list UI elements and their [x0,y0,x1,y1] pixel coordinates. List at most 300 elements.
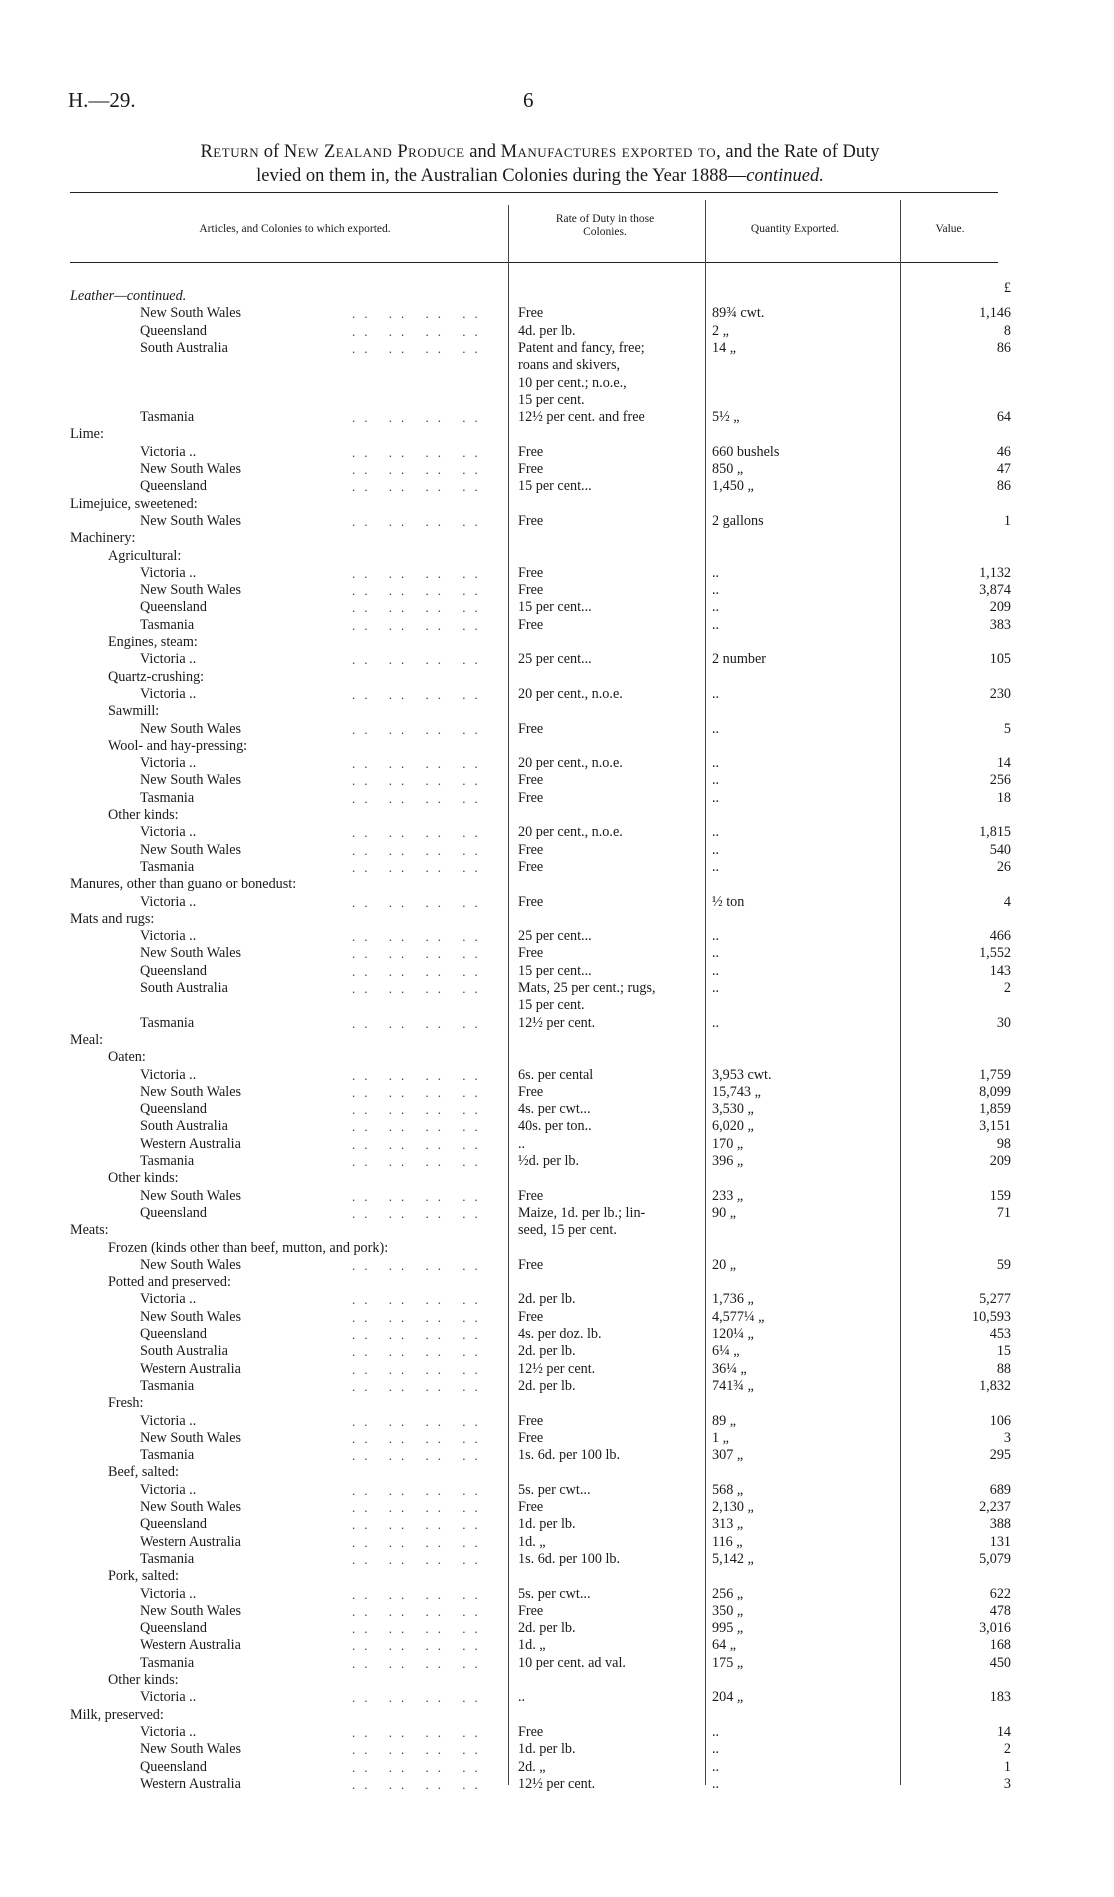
title-line-2 [60,164,1020,188]
value-cell: 3,874 [979,582,1011,599]
table-row [0,305,1114,322]
quantity-cell: 120¼ „ [712,1326,754,1342]
leader-dots: .. .. .. .. [352,306,487,322]
article-cell: New South Wales [140,841,242,858]
leader-dots: .. .. .. .. [352,1655,487,1671]
table-row [0,1240,1114,1257]
table-row [0,669,1114,686]
rate-cell: Free [518,945,544,962]
article-cell: Victoria .. [140,1066,197,1083]
article-cell: South Australia [140,980,228,996]
leader-dots: .. .. .. .. [352,1309,487,1325]
table-row [0,1153,1114,1170]
page-header [68,88,1008,118]
rate-cell: 4s. per cwt... [518,1101,591,1118]
leader-dots: .. .. .. .. [352,756,487,772]
quantity-cell: 204 „ [712,1689,744,1706]
value-cell: 540 [989,841,1011,858]
table-row [0,357,1114,374]
leader-dots: .. .. .. .. [352,1136,487,1152]
table-row [0,1101,1114,1118]
leader-dots: .. .. .. .. [352,1724,487,1740]
rate-cell: 5s. per cwt... [518,1481,591,1498]
value-cell: 4 [1003,893,1011,910]
value-cell: 622 [989,1585,1011,1602]
quantity-cell: 2 number [712,651,766,668]
quantity-cell: 3,530 „ [712,1101,754,1118]
table-row [0,513,1114,530]
quantity-cell: 313 „ [712,1516,744,1533]
leader-dots: .. .. .. .. [352,462,487,477]
value-cell: 3,016 [979,1620,1011,1637]
article-cell: Other kinds: [108,1672,179,1688]
value-cell: 8,099 [979,1083,1011,1100]
header-bottom-rule [70,262,998,263]
value-cell: 1,552 [979,945,1011,962]
rate-cell: 20 per cent., n.o.e. [518,685,623,702]
quantity-cell: .. [712,772,720,789]
rate-cell: 40s. per ton.. [518,1118,592,1135]
article-cell: Mats and rugs: [70,910,155,927]
leader-dots: .. .. .. .. [352,1257,487,1273]
title-part: continued. [746,166,824,186]
article-cell: Victoria .. [140,1723,197,1740]
article-cell: New South Wales [140,1308,242,1325]
quantity-cell: .. [712,1723,720,1740]
rate-cell: 1d. per lb. [518,1516,576,1533]
value-cell: 10,593 [971,1308,1011,1325]
rate-cell: 2d. per lb. [518,1377,576,1394]
table-row [0,686,1114,703]
article-cell: Queensland [140,1101,207,1118]
quantity-cell: 6,020 „ [712,1118,754,1135]
table-row [0,1032,1114,1049]
table-row [0,1084,1114,1101]
quantity-cell: 2,130 „ [712,1499,754,1515]
value-cell: 1,759 [979,1066,1011,1083]
table-row [0,288,1114,305]
leader-dots: .. .. .. .. [352,340,487,356]
quantity-cell: .. [712,582,720,599]
title-part: of [259,142,284,162]
title-part: New Zealand Produce [283,142,465,162]
leader-dots: .. .. .. .. [352,946,487,962]
article-cell: Tasmania [140,409,195,426]
currency-symbol: £ [1003,280,1011,296]
value-cell: 3 [1003,1775,1011,1792]
title-part: Manufactures exported to [500,142,717,162]
article-cell: Other kinds: [108,807,179,823]
table-row [0,1776,1114,1793]
article-cell: Engines, steam: [108,634,198,650]
quantity-cell: 1 „ [712,1429,729,1446]
table-row [0,807,1114,824]
quantity-cell: 850 „ [712,461,744,477]
value-cell: 46 [996,443,1011,460]
value-cell: 18 [996,789,1011,806]
table-row [0,599,1114,616]
quantity-cell: 89 „ [712,1412,737,1429]
rate-cell: 25 per cent... [518,928,592,945]
value-cell: 383 [989,616,1011,633]
table-row [0,824,1114,841]
article-cell: Tasmania [140,1654,195,1671]
quantity-cell: 4,577¼ „ [712,1308,765,1325]
rate-cell: 5s. per cwt... [518,1585,591,1602]
rate-cell: 12½ per cent. [518,1360,596,1377]
column-header-quantity: Quantity Exported. [750,223,840,235]
table-row [0,1188,1114,1205]
article-cell: Queensland [140,478,207,495]
quantity-cell: 64 „ [712,1637,737,1654]
article-cell: Victoria .. [140,928,197,945]
table-row [0,738,1114,755]
leader-dots: .. .. .. .. [352,1015,487,1031]
table-row [0,461,1114,478]
article-cell: Fresh: [108,1395,144,1412]
rate-cell: 2d. „ [518,1758,546,1775]
table-row [0,1534,1114,1551]
table-row [0,634,1114,651]
rate-cell: 10 per cent. ad val. [518,1654,626,1671]
quantity-cell: .. [712,928,720,945]
leader-dots: .. .. .. .. [352,652,487,668]
article-cell: Queensland [140,1326,207,1342]
table-row [0,1759,1114,1776]
article-cell: Oaten: [108,1049,146,1066]
article-cell: Meal: [70,1031,104,1048]
table-row [0,1413,1114,1430]
rate-cell: 6s. per cental [518,1066,594,1083]
value-cell: 2,237 [979,1499,1011,1515]
quantity-cell: .. [712,564,720,581]
article-cell: New South Wales [140,1187,242,1204]
article-cell: Lime: [70,426,104,443]
value-cell: 86 [996,478,1011,495]
table-row [0,426,1114,443]
table-row [0,1724,1114,1741]
article-cell: Beef, salted: [108,1464,179,1481]
quantity-cell: 350 „ [712,1602,744,1619]
quantity-cell: 660 bushels [712,443,780,460]
leader-dots: .. .. .. .. [352,1500,487,1515]
leader-dots: .. .. .. .. [352,1482,487,1498]
table-row [0,876,1114,893]
rate-cell: Free [518,1308,544,1325]
rate-cell: Free [518,720,544,737]
article-cell: Victoria .. [140,564,197,581]
value-cell: 105 [989,651,1011,668]
table-row [0,651,1114,668]
table-row [0,790,1114,807]
article-cell: Milk, preserved: [70,1706,164,1723]
value-cell: 1,815 [979,824,1011,841]
quantity-cell: ½ ton [712,893,745,910]
article-cell: Victoria .. [140,443,197,460]
rate-cell: 12½ per cent. and free [518,409,645,426]
leader-dots: .. .. .. .. [352,1586,487,1602]
table-row [0,1741,1114,1758]
rate-cell: Free [518,1723,544,1740]
value-cell: 2 [1003,980,1011,996]
table-row [0,842,1114,859]
quantity-cell: 256 „ [712,1585,744,1602]
article-cell: Victoria .. [140,1412,197,1429]
rate-cell: .. [518,1689,526,1706]
quantity-cell: 3,953 cwt. [712,1066,772,1083]
value-cell: 30 [996,1014,1011,1031]
page-number: 6 [523,88,534,112]
table-row [0,1015,1114,1032]
article-cell: Queensland [140,599,207,616]
article-cell: Tasmania [140,1550,195,1567]
leader-dots: .. .. .. .. [352,929,487,945]
quantity-cell: 175 „ [712,1654,744,1671]
rate-cell: Free [518,1412,544,1429]
leader-dots: .. .. .. .. [352,1534,487,1550]
article-cell: Victoria .. [140,755,197,772]
quantity-cell: 307 „ [712,1447,744,1464]
value-cell: 26 [996,858,1011,875]
value-cell: 14 [996,1723,1011,1740]
value-cell: 466 [989,928,1011,945]
leader-dots: .. .. .. .. [352,1430,487,1446]
table-row [0,1136,1114,1153]
table-row [0,963,1114,980]
table-row [0,582,1114,599]
value-cell: 86 [996,339,1011,356]
table-row [0,1378,1114,1395]
article-cell: Victoria .. [140,1585,197,1602]
table-row [0,496,1114,513]
article-cell: Queensland [140,1758,207,1775]
leader-dots: .. .. .. .. [352,1119,487,1135]
leader-dots: .. .. .. .. [352,1205,487,1221]
value-cell: 15 [996,1343,1011,1360]
article-cell: Western Australia [140,1637,241,1654]
table-row [0,1603,1114,1620]
table-row [0,1551,1114,1568]
table-row [0,1482,1114,1499]
table-row [0,1309,1114,1326]
value-cell: 8 [1003,322,1011,339]
table-row [0,772,1114,789]
rate-cell: 1d. „ [518,1637,546,1654]
article-cell: New South Wales [140,461,242,477]
article-cell: Potted and preserved: [108,1274,231,1291]
column-header-value: Value. [935,223,965,235]
rate-cell: Free [518,1187,544,1204]
leader-dots: .. .. .. .. [352,513,487,529]
article-cell: New South Wales [140,582,242,599]
table-row [0,1672,1114,1689]
value-cell: 295 [989,1447,1011,1464]
leader-dots: .. .. .. .. [352,790,487,806]
leader-dots: .. .. .. .. [352,444,487,460]
article-cell: Machinery: [70,530,136,547]
value-cell: 14 [996,755,1011,772]
table-row [0,928,1114,945]
table-row [0,1516,1114,1533]
article-cell: Western Australia [140,1135,241,1152]
leader-dots: .. .. .. .. [352,1690,487,1706]
rate-cell: Mats, 25 per cent.; rugs, [518,980,656,996]
article-cell: New South Wales [140,720,242,737]
table-row [0,703,1114,720]
value-cell: 59 [996,1256,1011,1273]
title-part: Return [200,142,260,162]
table-row [0,1430,1114,1447]
value-cell: 209 [989,599,1011,616]
leader-dots: .. .. .. .. [352,1776,487,1792]
rate-cell: Free [518,1602,544,1619]
table-row [0,894,1114,911]
rate-cell: Free [518,1429,544,1446]
rate-cell: Free [518,1256,544,1273]
article-cell: Queensland [140,1620,207,1637]
leader-dots: .. .. .. .. [352,894,487,910]
quantity-cell: .. [712,962,720,979]
leader-dots: .. .. .. .. [352,859,487,875]
table-row [0,340,1114,357]
table-row [0,548,1114,565]
rate-cell: 1d. per lb. [518,1741,576,1758]
quantity-cell: 90 „ [712,1204,737,1221]
quantity-cell: 2 gallons [712,512,764,529]
quantity-cell: 6¼ „ [712,1343,740,1360]
rate-cell: seed, 15 per cent. [518,1222,617,1239]
leader-dots: .. .. .. .. [352,1154,487,1169]
rate-cell: 20 per cent., n.o.e. [518,824,623,841]
article-cell: Limejuice, sweetened: [70,495,198,512]
rate-cell: 1d. „ [518,1533,546,1550]
table-row [0,1049,1114,1066]
table-row [0,911,1114,928]
table-row [0,1707,1114,1724]
table-row [0,1655,1114,1672]
leader-dots: .. .. .. .. [352,981,487,996]
value-cell: 71 [996,1204,1011,1221]
article-cell: Western Australia [140,1360,241,1377]
leader-dots: .. .. .. .. [352,1292,487,1308]
leader-dots: .. .. .. .. [352,1448,487,1464]
table-row [0,1361,1114,1378]
leader-dots: .. .. .. .. [352,1551,487,1567]
rate-cell: 15 per cent... [518,599,592,616]
leader-dots: .. .. .. .. [352,842,487,858]
article-cell: Frozen (kinds other than beef, mutton, and pork): [108,1239,389,1256]
rate-cell: ½d. per lb. [518,1153,580,1169]
article-cell: New South Wales [140,1256,242,1273]
value-cell: 143 [989,962,1011,979]
rate-cell: 12½ per cent. [518,1014,596,1031]
table-row [0,997,1114,1014]
table-row [0,859,1114,876]
table-row [0,1464,1114,1481]
value-cell: 1 [1003,512,1011,529]
rate-cell: Free [518,512,544,529]
table-row [0,530,1114,547]
article-cell: Tasmania [140,1377,195,1394]
value-cell: 1,132 [979,564,1011,581]
article-cell: New South Wales [140,772,242,789]
quantity-cell: .. [712,1014,720,1031]
rate-cell: 4s. per doz. lb. [518,1326,602,1342]
table-row [0,1620,1114,1637]
value-cell: 230 [989,685,1011,702]
rate-cell: 2d. per lb. [518,1620,576,1637]
rate-cell: Free [518,841,544,858]
article-cell: Sawmill: [108,703,160,720]
table-row [0,1222,1114,1239]
rate-cell: 1s. 6d. per 100 lb. [518,1447,621,1464]
quantity-cell: 568 „ [712,1481,744,1498]
title-part: , and the Rate of Duty [716,142,880,162]
quantity-cell: 233 „ [712,1187,744,1204]
article-cell: Victoria .. [140,824,197,841]
table-row [0,1637,1114,1654]
table-row [0,945,1114,962]
table-row [0,721,1114,738]
rate-cell: 12½ per cent. [518,1775,596,1792]
quantity-cell: 89¾ cwt. [712,305,765,322]
table-row [0,1689,1114,1706]
rate-cell: 1s. 6d. per 100 lb. [518,1550,621,1567]
quantity-cell: .. [712,599,720,616]
value-cell: 159 [989,1187,1011,1204]
rate-cell: .. [518,1135,526,1152]
article-cell: Victoria .. [140,1481,197,1498]
leader-dots: .. .. .. .. [352,1742,487,1758]
article-cell: Manures, other than guano or bonedust: [70,876,297,893]
leader-dots: .. .. .. .. [352,1327,487,1342]
leader-dots: .. .. .. .. [352,1084,487,1100]
article-cell: Queensland [140,962,207,979]
table-row [0,1447,1114,1464]
leader-dots: .. .. .. .. [352,1517,487,1533]
article-cell: Agricultural: [108,547,182,564]
article-cell: South Australia [140,1118,228,1135]
rate-cell: Free [518,443,544,460]
article-cell: Tasmania [140,789,195,806]
quantity-cell: .. [712,616,720,633]
rate-cell: Free [518,1499,544,1515]
article-cell: New South Wales [140,945,242,962]
value-cell: 131 [989,1533,1011,1550]
table-row [0,1568,1114,1585]
quantity-cell: 5½ „ [712,409,740,426]
rate-cell: Free [518,582,544,599]
quantity-cell: 14 „ [712,339,737,356]
column-header-rate-line: Rate of Duty in those [555,213,655,225]
leader-dots: .. .. .. .. [352,1378,487,1394]
rate-cell: 20 per cent., n.o.e. [518,755,623,772]
leader-dots: .. .. .. .. [352,1188,487,1204]
article-cell: Victoria .. [140,1291,197,1308]
table-row [0,1067,1114,1084]
article-cell: Meats: [70,1222,109,1239]
article-cell: Queensland [140,1204,207,1221]
article-cell: Pork, salted: [108,1568,179,1585]
leader-dots: .. .. .. .. [352,1102,487,1118]
quantity-cell: 1,736 „ [712,1291,754,1308]
leader-dots: .. .. .. .. [352,617,487,633]
quantity-cell: .. [712,1741,720,1758]
article-cell: Quartz-crushing: [108,668,205,685]
quantity-cell: 2 „ [712,322,729,339]
quantity-cell: 1,450 „ [712,478,754,495]
rate-cell: Maize, 1d. per lb.; lin- [518,1204,646,1221]
